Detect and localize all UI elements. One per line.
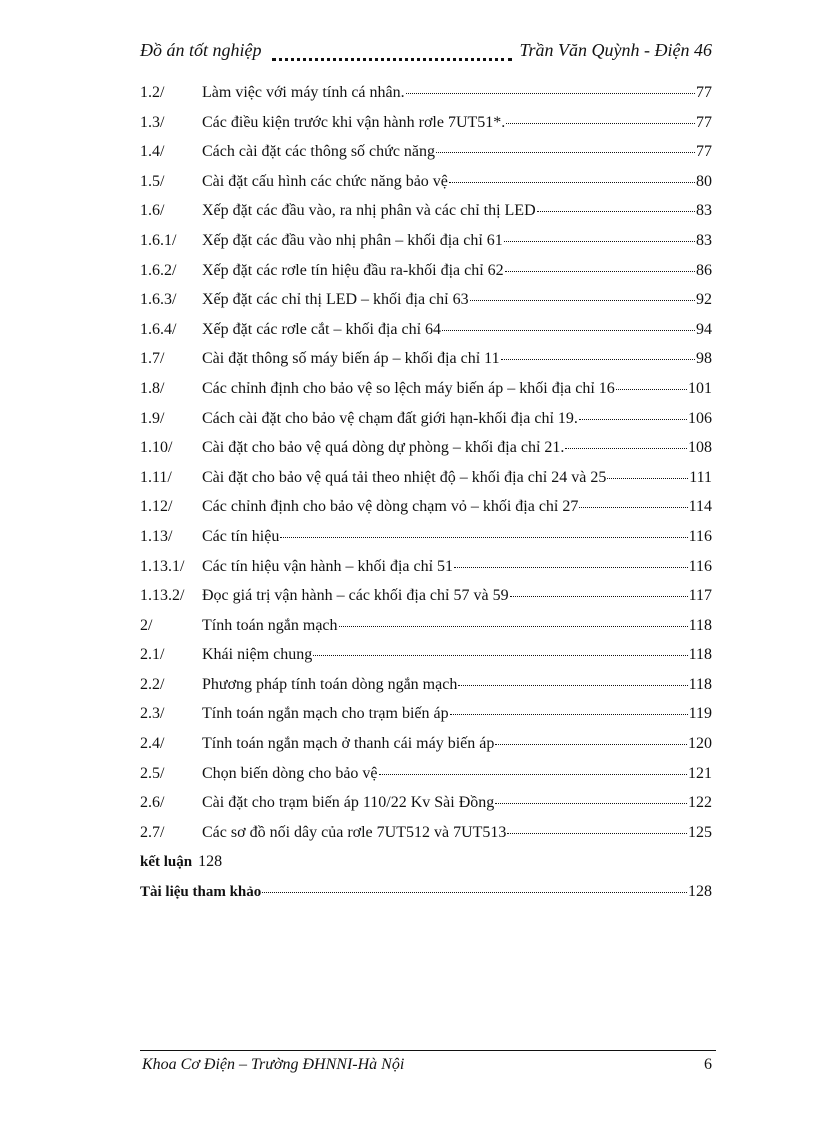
toc-entry-title: Xếp đặt các đầu vào nhị phân – khối địa chỉ 61 — [202, 231, 503, 249]
toc-entry-page: 98 — [696, 350, 712, 368]
toc-entry-conclusion — [140, 853, 712, 883]
toc-entry-number: 2.4/ — [140, 735, 165, 753]
toc-entry-references — [140, 883, 712, 913]
toc-entry-title: Các điều kiện trước khi vận hành rơle 7UT51*. — [202, 113, 506, 131]
toc-entry — [140, 380, 712, 410]
toc-entry — [140, 558, 712, 588]
toc-entry — [140, 410, 712, 440]
toc-entry-page: 118 — [688, 675, 712, 693]
toc-dot-leader — [379, 774, 687, 775]
toc-entry-title: Các tín hiệu — [202, 527, 280, 545]
toc-entry-page: 86 — [696, 261, 712, 279]
toc-entry-number: 1.10/ — [140, 439, 173, 457]
toc-entry — [140, 617, 712, 647]
toc-entry — [140, 350, 712, 380]
toc-entry-page: 106 — [688, 409, 712, 427]
toc-entry-number: 2.2/ — [140, 675, 165, 693]
toc-entry-page: 117 — [688, 587, 712, 605]
toc-entry-title: Đọc giá trị vận hành – các khối địa chỉ 57 và 59 — [202, 587, 509, 605]
toc-entry — [140, 262, 712, 292]
toc-dot-leader — [501, 359, 695, 360]
toc-entry-title: Các tín hiệu vận hành – khối địa chỉ 51 — [202, 557, 454, 575]
toc-entry-title: Xếp đặt các rơle cắt – khối địa chỉ 64 — [202, 320, 442, 338]
toc-entry-number: 1.2/ — [140, 84, 165, 101]
toc-entry-title: Các chỉnh định cho bảo vệ so lệch máy biến áp – khối địa chỉ 16 — [202, 379, 615, 397]
toc-entry-number: 1.6/ — [140, 202, 165, 220]
toc-entry-number: 2.7/ — [140, 823, 165, 841]
toc-entry-title: Cài đặt cho trạm biến áp 110/22 Kv Sài Đồng — [202, 794, 495, 812]
toc-entry-page: 80 — [696, 172, 712, 190]
toc-entry — [140, 528, 712, 558]
footer-text: Khoa Cơ Điện – Trường ĐHNNI-Hà Nội — [142, 1056, 405, 1073]
toc-entry-page: 92 — [696, 291, 712, 309]
conclusion-page: 128 — [198, 853, 223, 871]
toc-entry-number: 1.3/ — [140, 113, 165, 131]
toc-entry-page: 77 — [696, 113, 712, 131]
toc-dot-leader — [579, 419, 687, 420]
toc-dot-leader — [449, 182, 695, 183]
toc-entry — [140, 202, 712, 232]
toc-entry-number: 1.13/ — [140, 527, 173, 545]
toc-entry-page: 116 — [688, 527, 712, 545]
toc-entry-number: 1.9/ — [140, 409, 165, 427]
toc-entry-number: 1.7/ — [140, 350, 165, 368]
toc-entry-title: Chọn biến dòng cho bảo vệ — [202, 764, 378, 782]
toc-entry-page: 111 — [689, 468, 712, 486]
toc-entry-title — [140, 853, 222, 871]
toc-entry-title: Cài đặt cấu hình các chức năng bảo vệ — [202, 172, 448, 190]
toc-entry — [140, 173, 712, 203]
toc-entry — [140, 824, 712, 854]
toc-dot-leader — [470, 300, 695, 301]
footer-rule — [140, 1050, 716, 1051]
toc-dot-leader — [506, 123, 695, 124]
toc-dot-leader — [442, 330, 695, 331]
page-header — [140, 38, 712, 68]
header-right-text: Trần Văn Quỳnh - Điện 46 — [519, 40, 712, 60]
toc-entry-page: 77 — [696, 84, 712, 101]
toc-entry-number: 1.5/ — [140, 172, 165, 190]
toc-dot-leader — [262, 892, 687, 893]
toc-entry-page: 116 — [688, 557, 712, 575]
toc-entry — [140, 439, 712, 469]
toc-entry-number: 2.5/ — [140, 764, 165, 782]
toc-dot-leader — [579, 507, 687, 508]
toc-dot-leader — [339, 626, 688, 627]
header-left-text: Đồ án tốt nghiệp — [140, 40, 262, 60]
toc-entry-number: 1.6.2/ — [140, 261, 177, 279]
toc-entry-number: 2.3/ — [140, 705, 165, 723]
conclusion-label: kết luận — [140, 854, 193, 871]
toc-dot-leader — [450, 714, 688, 715]
toc-entry-number: 2.6/ — [140, 794, 165, 812]
toc-dot-leader — [616, 389, 687, 390]
toc-entry-page: 101 — [688, 379, 712, 397]
toc-dot-leader — [406, 93, 695, 94]
toc-entry-page: 120 — [688, 735, 712, 753]
toc-entry-page: 94 — [696, 320, 712, 338]
toc-dot-leader — [505, 271, 695, 272]
toc-entry — [140, 469, 712, 499]
toc-dot-leader — [507, 833, 687, 834]
toc-entry-title: Xếp đặt các đầu vào, ra nhị phân và các chỉ thị LED — [202, 202, 536, 220]
toc-entry-page: 114 — [688, 498, 712, 516]
toc-dot-leader — [280, 537, 687, 538]
toc-entry-page: 119 — [688, 705, 712, 723]
toc-entry — [140, 587, 712, 617]
toc-entry-title: Cài đặt cho bảo vệ quá dòng dự phòng – khối địa chỉ 21. — [202, 439, 565, 457]
toc-entry-title: Tính toán ngắn mạch cho trạm biến áp — [202, 705, 449, 723]
toc-entry-title: Cài đặt cho bảo vệ quá tải theo nhiệt độ – khối địa chỉ 24 và 25 — [202, 468, 607, 486]
toc-entry — [140, 143, 712, 173]
toc-dot-leader — [607, 478, 688, 479]
toc-entry — [140, 676, 712, 706]
toc-entry — [140, 646, 712, 676]
page-number: 6 — [704, 1056, 712, 1073]
toc-entry-number: 1.8/ — [140, 379, 165, 397]
toc-dot-leader — [565, 448, 687, 449]
references-title: Tài liệu tham khảo — [140, 884, 262, 901]
toc-dot-leader — [436, 152, 695, 153]
toc-dot-leader — [510, 596, 688, 597]
toc-entry-title: Tính toán ngắn mạch ở thanh cái máy biến áp — [202, 735, 495, 753]
toc-entry-page: 118 — [688, 616, 712, 634]
toc-entry — [140, 232, 712, 262]
toc-dot-leader — [313, 655, 687, 656]
toc-entry-number: 1.13.1/ — [140, 557, 185, 575]
toc-entry-page: 108 — [688, 439, 712, 457]
toc-entry-title: Xếp đặt các chỉ thị LED – khối địa chỉ 63 — [202, 291, 469, 309]
toc-entry — [140, 321, 712, 351]
toc-entry-title: Phương pháp tính toán dòng ngắn mạch — [202, 675, 458, 693]
toc-entry — [140, 84, 712, 114]
header-dot-leader — [272, 38, 512, 61]
toc-dot-leader — [458, 685, 687, 686]
toc-entry-page: 118 — [688, 646, 712, 664]
toc-dot-leader — [537, 211, 695, 212]
toc-entry-number: 2.1/ — [140, 646, 165, 664]
toc-entry-number: 1.6.4/ — [140, 320, 177, 338]
toc-entry — [140, 735, 712, 765]
toc-entry-title: Cách cài đặt cho bảo vệ chạm đất giới hạn-khối địa chỉ 19. — [202, 409, 578, 427]
toc-entry-page: 77 — [696, 143, 712, 161]
toc-entry — [140, 794, 712, 824]
toc-entry-number: 1.11/ — [140, 468, 172, 486]
toc-entry-number: 1.12/ — [140, 498, 173, 516]
toc-entry — [140, 765, 712, 795]
toc-entry — [140, 291, 712, 321]
toc-entry-page: 83 — [696, 202, 712, 220]
toc-entry — [140, 705, 712, 735]
toc-entry — [140, 498, 712, 528]
toc-entry-title: Tính toán ngắn mạch — [202, 616, 338, 634]
toc-dot-leader — [504, 241, 695, 242]
toc-entry-page: 122 — [688, 794, 712, 812]
toc-entry-title: Cài đặt thông số máy biến áp – khối địa chỉ 11 — [202, 350, 500, 368]
toc-entry-number: 1.13.2/ — [140, 587, 185, 605]
toc-entry-page: 125 — [688, 823, 712, 841]
toc-entry — [140, 114, 712, 144]
toc-dot-leader — [495, 744, 687, 745]
table-of-contents — [140, 84, 712, 913]
toc-entry-title: Các sơ đồ nối dây của rơle 7UT512 và 7UT513 — [202, 823, 507, 841]
toc-entry-title: Cách cài đặt các thông số chức năng — [202, 143, 436, 161]
toc-entry-number: 1.6.3/ — [140, 291, 177, 309]
toc-entry-title: Xếp đặt các rơle tín hiệu đầu ra-khối địa chỉ 62 — [202, 261, 504, 279]
toc-entry-number: 2/ — [140, 616, 153, 634]
toc-dot-leader — [495, 803, 687, 804]
toc-entry-title: Khái niệm chung — [202, 646, 313, 664]
toc-entry-title: Làm việc với máy tính cá nhân. — [202, 84, 405, 101]
references-page: 128 — [688, 883, 712, 901]
toc-entry-page: 121 — [688, 764, 712, 782]
toc-entry-number: 1.4/ — [140, 143, 165, 161]
toc-dot-leader — [454, 567, 688, 568]
toc-entry-title: Các chỉnh định cho bảo vệ dòng chạm vỏ – khối địa chỉ 27 — [202, 498, 579, 516]
toc-entry-number: 1.6.1/ — [140, 231, 177, 249]
toc-entry-page: 83 — [696, 231, 712, 249]
